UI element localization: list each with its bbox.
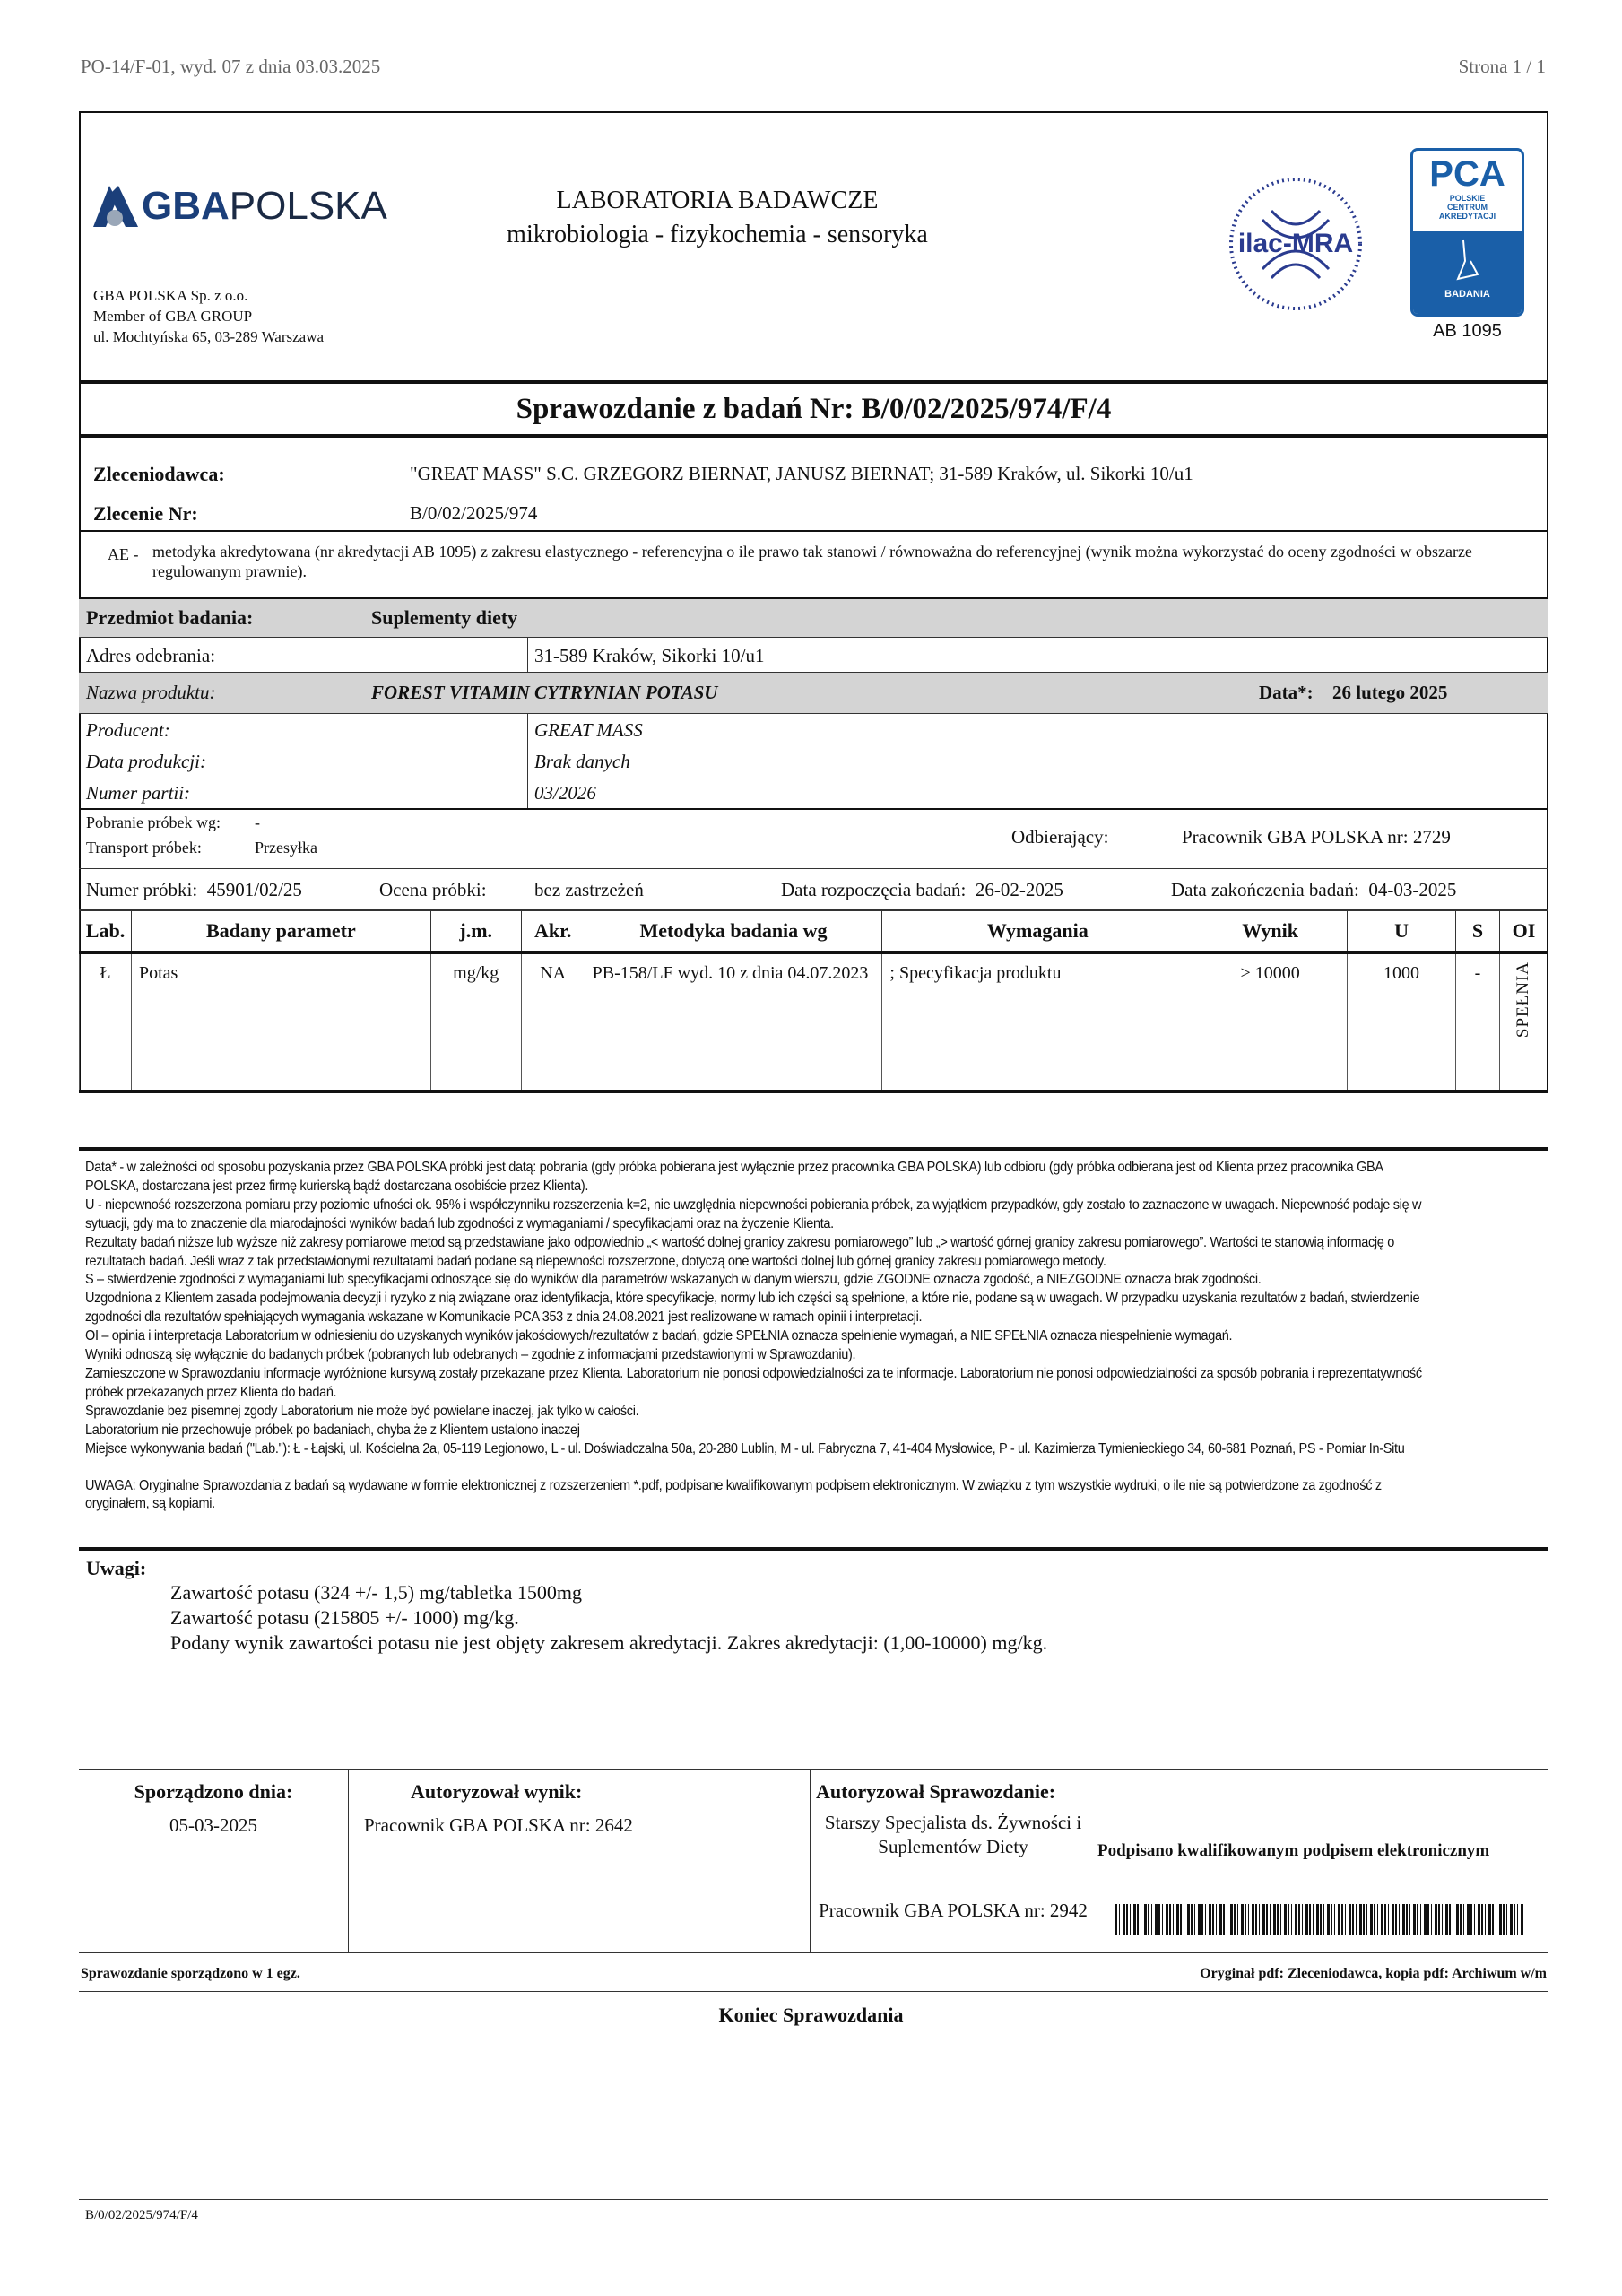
company-info bbox=[93, 285, 324, 347]
order-label: Zlecenie Nr: bbox=[93, 502, 198, 525]
warning-note: UWAGA: Oryginalne Sprawozdania z badań są wydawane w formie elektronicznej z rozszerzeniem *.pdf, podpisane kwalifikowanym podpisem elektronicznym. W związku z tym wszystkie wydruki, o ile nie są potwierdzone za zgodność z oryginałem, są kopiami. bbox=[85, 1477, 1382, 1512]
col-lab: Lab. bbox=[80, 911, 132, 952]
footnote: Laboratorium nie przechowuje próbek po badaniach, chyba że z Klientem ustalono inaczej bbox=[85, 1422, 580, 1438]
lab-subtitle: mikrobiologia - fizykochemia - sensoryka bbox=[507, 221, 928, 248]
batch-label: Numer partii: bbox=[86, 782, 191, 804]
svg-text:ilac-MRA: ilac-MRA bbox=[1237, 229, 1354, 258]
col-unit: j.m. bbox=[430, 911, 521, 952]
cell-unit: mg/kg bbox=[430, 952, 521, 1091]
sampling-row bbox=[79, 810, 1548, 869]
col-accreditation: Akr. bbox=[521, 911, 585, 952]
signer-employee: Pracownik GBA POLSKA nr: 2942 bbox=[819, 1900, 1088, 1921]
original-note: Oryginał pdf: Zleceniodawca, kopia pdf: Archiwum w/m bbox=[1200, 1966, 1547, 1981]
authorized-result-value: Pracownik GBA POLSKA nr: 2642 bbox=[364, 1814, 633, 1836]
gba-logo-icon bbox=[93, 186, 138, 227]
receiver-label: Odbierający: bbox=[1011, 826, 1109, 848]
footnote: U - niepewność rozszerzona pomiaru przy poziomie ufności ok. 95% i współczynniku rozszerzenia k=2, nie uwzględnia niepewności pobierania próbek, za wyjątkiem przypadków, gdy zostało to zaznaczone w uwagach. Niepewność podaje się w sytuacji, gdy ma to znaczenie dla miarodajności wyników badań lub zgodności z wymaganiami / specyfikacjami oraz na życzenie Klienta. bbox=[85, 1196, 1422, 1231]
footnote: Zamieszczone w Sprawozdaniu informacje wyróżnione kursywą zostały przekazane przez Klienta. Laboratorium nie ponosi odpowiedzialności za te informacje. Laboratorium nie ponosi odpowiedzialności za sposób pobrania i reprezentatywność próbek przekazanych przez Klienta do badań. bbox=[85, 1365, 1422, 1400]
subject-row bbox=[79, 597, 1548, 638]
logo-text-bold: GBA bbox=[142, 184, 230, 228]
receiver-value: Pracownik GBA POLSKA nr: 2729 bbox=[1182, 826, 1451, 848]
date-value: 26 lutego 2025 bbox=[1332, 682, 1448, 703]
product-value: FOREST VITAMIN CYTRYNIAN POTASU bbox=[371, 682, 718, 703]
transport-value: Przesyłka bbox=[255, 839, 317, 857]
form-code: PO-14/F-01, wyd. 07 z dnia 03.03.2025 bbox=[81, 56, 381, 77]
producer-value: GREAT MASS bbox=[534, 719, 643, 741]
remarks-label: Uwagi: bbox=[86, 1557, 147, 1579]
col-method: Metodyka badania wg bbox=[585, 911, 882, 952]
copies-note: Sprawozdanie sporządzono w 1 egz. bbox=[81, 1966, 300, 1981]
remarks bbox=[170, 1580, 1047, 1656]
divider bbox=[79, 1547, 1548, 1551]
cell-parameter: Potas bbox=[131, 952, 430, 1091]
subject-value: Suplementy diety bbox=[371, 606, 518, 629]
cell-accreditation: NA bbox=[521, 952, 585, 1091]
footnote: Data* - w zależności od sposobu pozyskania przez GBA POLSKA próbki jest datą: pobrania (gdy próbka pobierana jest wyłącznie przez pracownika GBA POLSKA) lub odbioru (gdy próbka odbierana jest od Klienta przez pracownika GBA POLSKA, dostarczana jest przez firmę kurierską bądź dostarczana osobiście przez Klienta). bbox=[85, 1160, 1383, 1194]
cell-result: > 10000 bbox=[1193, 952, 1348, 1091]
col-parameter: Badany parametr bbox=[131, 911, 430, 952]
report-title: Sprawozdanie z badań Nr: B/0/02/2025/974/F/4 bbox=[79, 380, 1548, 438]
gba-logo bbox=[93, 184, 387, 229]
e-signature-note: Podpisano kwalifikowanym podpisem elektronicznym bbox=[1097, 1841, 1490, 1860]
transport-label: Transport próbek: bbox=[86, 839, 202, 857]
client-label: Zleceniodawca: bbox=[93, 463, 225, 485]
remark-line: Zawartość potasu (215805 +/- 1000) mg/kg. bbox=[170, 1606, 519, 1629]
production-date-value: Brak danych bbox=[534, 751, 630, 772]
barcode bbox=[1115, 1904, 1524, 1935]
company-group: Member of GBA GROUP bbox=[93, 308, 253, 325]
remark-line: Podany wynik zawartości potasu nie jest objęty zakresem akredytacji. Zakres akredytacji: (1,00-10000) mg/kg. bbox=[170, 1631, 1048, 1654]
date-label: Data*: bbox=[1259, 682, 1314, 703]
flask-icon bbox=[1454, 239, 1481, 283]
authorized-result-label: Autoryzował wynik: bbox=[411, 1780, 583, 1803]
product-label: Nazwa produktu: bbox=[86, 682, 216, 703]
ae-code: AE - bbox=[108, 545, 139, 563]
col-oi: OI bbox=[1499, 911, 1548, 952]
footnote: Sprawozdanie bez pisemnej zgody Laboratorium nie może być powielane inaczej, jak tylko w całości. bbox=[85, 1403, 639, 1419]
address-label: Adres odebrania: bbox=[86, 645, 216, 666]
col-uncertainty: U bbox=[1348, 911, 1456, 952]
page-number: Strona 1 / 1 bbox=[1458, 56, 1546, 77]
producer-label: Producent: bbox=[86, 719, 170, 741]
accreditation-number: AB 1095 bbox=[1433, 321, 1502, 341]
sample-number: Numer próbki: 45901/02/25 bbox=[86, 879, 302, 900]
production-date-label: Data produkcji: bbox=[86, 751, 206, 772]
lab-title: LABORATORIA BADAWCZE bbox=[556, 187, 879, 214]
logo-text: POLSKA bbox=[229, 184, 387, 228]
end-of-report: Koniec Sprawozdania bbox=[718, 2004, 904, 2026]
eval-label: Ocena próbki: bbox=[379, 879, 487, 900]
pca-text: PCA bbox=[1429, 154, 1505, 194]
results-header bbox=[80, 911, 1548, 952]
sample-row bbox=[79, 869, 1548, 910]
col-requirements: Wymagania bbox=[882, 911, 1193, 952]
sampling-method-label: Pobranie próbek wg: bbox=[86, 813, 221, 831]
signature-block bbox=[79, 1769, 1548, 1953]
cell-requirements: ; Specyfikacja produktu bbox=[882, 952, 1193, 1091]
footnote: Rezultaty badań niższe lub wyższe niż zakresy pomiarowe metod są przedstawiane jako odpowiednio „< wartość dolnej granicy zakresu pomiarowego” lub „> wartość górnej granicy zakresu pomiarowego”. Wartości te stanowią informację o rezultatach badań. Jeśli wraz z tak przedstawionymi rezultatami badań podane są niepewności rozszerzone, dotyczą one wartości dolnej lub górnej granicy zakresu pomiarowego metody. bbox=[85, 1234, 1394, 1269]
order-value: B/0/02/2025/974 bbox=[410, 502, 538, 524]
eval-value: bez zastrzeżeń bbox=[534, 879, 644, 900]
footer-report-ref: B/0/02/2025/974/F/4 bbox=[85, 2208, 198, 2222]
cell-oi: SPEŁNIA bbox=[1514, 961, 1533, 1038]
lab-heading bbox=[448, 184, 986, 252]
col-result: Wynik bbox=[1193, 911, 1348, 952]
pca-logo bbox=[1410, 148, 1524, 317]
sampling-method-value: - bbox=[255, 813, 260, 831]
cell-uncertainty: 1000 bbox=[1348, 952, 1456, 1091]
footnote: OI – opinia i interpretacja Laboratorium w odniesieniu do uzyskanych wyników jakościowych/rezultatów z badań, gdzie SPEŁNIA oznacza spełnienie wymagań, a NIE SPEŁNIA oznacza niespełnienie wymagań. bbox=[85, 1328, 1233, 1344]
col-s: S bbox=[1456, 911, 1500, 952]
pca-name: POLSKIE CENTRUM AKREDYTACJI bbox=[1438, 194, 1496, 221]
subject-label: Przedmiot badania: bbox=[86, 606, 254, 629]
cell-s: - bbox=[1456, 952, 1500, 1091]
ilac-mra-logo bbox=[1227, 175, 1366, 314]
batch-value: 03/2026 bbox=[534, 782, 596, 804]
footnote: Miejsce wykonywania badań ("Lab."): Ł - Łajski, ul. Kościelna 2a, 05-119 Legionowo, L - ul. Doświadczalna 50a, 20-280 Lublin, M - ul. Fabryczna 7, 41-404 Mysłowice, P - ul. Kazimierza Tymienieckiego 34, 60-681 Poznań, PS - Pomiar In-Situ bbox=[85, 1440, 1405, 1457]
remark-line: Zawartość potasu (324 +/- 1,5) mg/tabletka 1500mg bbox=[170, 1581, 583, 1604]
table-row bbox=[80, 952, 1548, 1091]
prepared-date: 05-03-2025 bbox=[169, 1814, 257, 1836]
product-details bbox=[79, 714, 1548, 810]
cell-method: PB-158/LF wyd. 10 z dnia 04.07.2023 bbox=[585, 952, 882, 1091]
prepared-label: Sporządzono dnia: bbox=[134, 1780, 293, 1803]
company-name: GBA POLSKA Sp. z o.o. bbox=[93, 287, 248, 304]
address-row bbox=[79, 638, 1548, 673]
product-row bbox=[79, 673, 1548, 714]
client-value: "GREAT MASS" S.C. GRZEGORZ BIERNAT, JANUSZ BIERNAT; 31-589 Kraków, ul. Sikorki 10/u1 bbox=[410, 463, 1193, 484]
pca-badania: BADANIA bbox=[1444, 289, 1490, 300]
end-date: Data zakończenia badań: 04-03-2025 bbox=[1171, 879, 1457, 900]
address-value: 31-589 Kraków, Sikorki 10/u1 bbox=[534, 645, 765, 666]
footnotes bbox=[85, 1159, 1436, 1514]
company-address: ul. Mochtyńska 65, 03-289 Warszawa bbox=[93, 328, 325, 345]
start-date: Data rozpoczęcia badań: 26-02-2025 bbox=[781, 879, 1063, 900]
footnote: Uzgodniona z Klientem zasada podejmowania decyzji i ryzyko z nią związane oraz identyfikacja, które specyfikacje, normy lub ich części są spełnione, a które nie, podane są w uwagach. W przypadku uzyskania rezultatów z badań, stwierdzenie zgodności dla rezultatów spełniających wymagania wskazane w Komunikacie PCA 353 z dnia 24.08.2021 jest realizowane w ramach opinii i interpretacji. bbox=[85, 1291, 1420, 1326]
divider bbox=[79, 1147, 1548, 1151]
cell-lab: Ł bbox=[80, 952, 132, 1091]
footnote: S – stwierdzenie zgodności z wymaganiami lub specyfikacjami odnoszące się do wyników dla parametrów wskazanych w danym wierszu, gdzie ZGODNE oznacza zgodość, a NIEZGODNE oznacza brak zgodności. bbox=[85, 1272, 1262, 1288]
ae-note: metodyka akredytowana (nr akredytacji AB 1095) z zakresu elastycznego - referencyjna o ile prawo tak stanowi / równoważna do referencyjnej (wynik można wykorzystać do oceny zgodności w obszarze regulowanym prawnie). bbox=[152, 543, 1472, 580]
footnote: Wyniki odnoszą się wyłącznie do badanych próbek (pobranych lub odebranych – zgodnie z informacjami przedstawionymi w Sprawozdaniu). bbox=[85, 1347, 856, 1363]
authorized-report-label: Autoryzował Sprawozdanie: bbox=[816, 1780, 1056, 1803]
results-table bbox=[79, 910, 1548, 1093]
signer-role: Starszy Specjalista ds. Żywności i Suplementów Diety bbox=[824, 1812, 1082, 1857]
